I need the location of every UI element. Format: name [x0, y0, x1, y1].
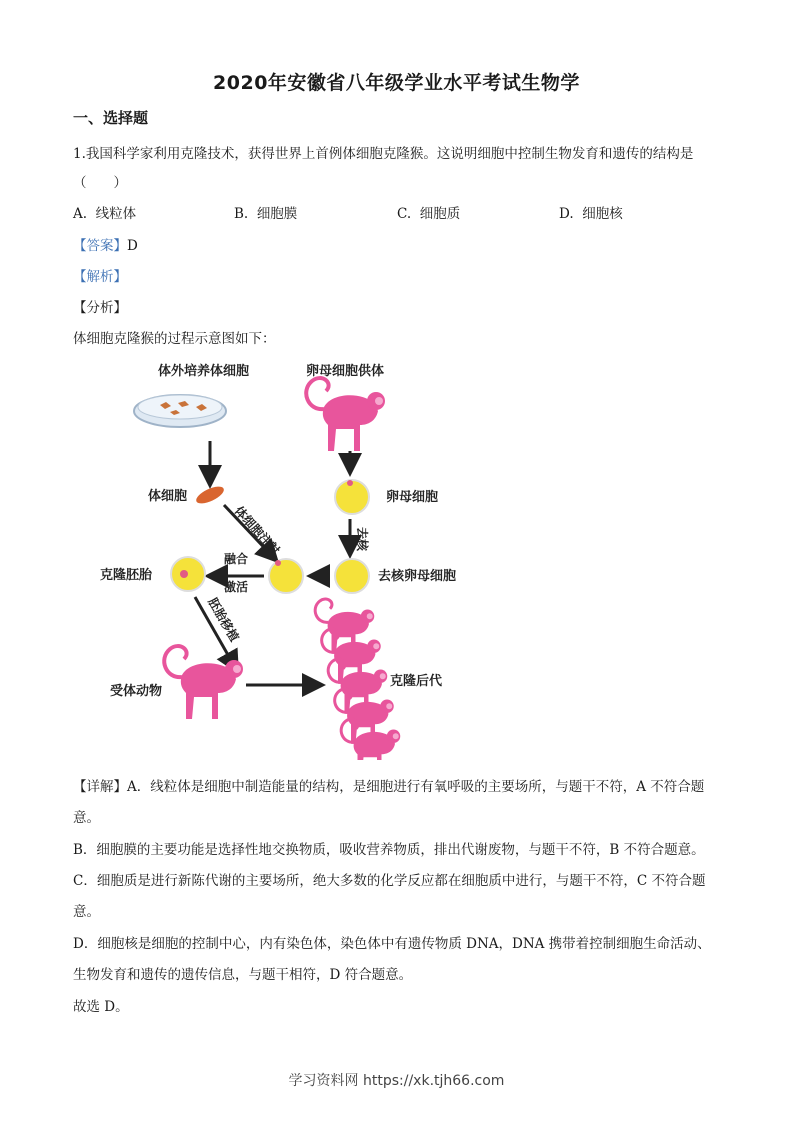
label-donor: 卵母细胞供体	[306, 364, 385, 379]
option-c: C. 细胞质	[397, 206, 461, 222]
detail-d-2: 生物发育和遗传的遗传信息，与题干相符，D 符合题意。	[73, 967, 413, 983]
label-culture: 体外培养体细胞	[158, 364, 250, 379]
answer-line: 【答案】D	[73, 238, 138, 254]
detail-d-1: D．细胞核是细胞的控制中心，内有染色体，染色体中有遗传物质 DNA，DNA 携带着控制细胞生命活动、	[73, 936, 711, 952]
page-title: 2020年安徽省八年级学业水平考试生物学	[213, 72, 580, 94]
diagram-intro: 体细胞克隆猴的过程示意图如下：	[73, 331, 276, 347]
question-blank: （ ）	[73, 175, 127, 191]
label-oocyte: 卵母细胞	[386, 490, 439, 505]
detail-a-1: 【详解】A．线粒体是细胞中制造能量的结构，是细胞进行有氧呼吸的主要场所，与题干不符，A 不符合题	[73, 779, 705, 795]
offspring-monkeys-icon	[315, 599, 400, 760]
label-offspring: 克隆后代	[390, 674, 443, 689]
label-fuse: 融合	[224, 552, 249, 566]
enucleated-oocyte-icon	[335, 559, 369, 593]
option-b: B. 细胞膜	[234, 206, 298, 222]
question-stem: 1.我国科学家利用克隆技术，获得世界上首例体细胞克隆猴。这说明细胞中控制生物发育和遗传的结构是	[73, 146, 694, 162]
label-enucleate: 去核	[355, 527, 369, 552]
section-heading: 一、选择题	[73, 109, 149, 127]
petri-dish-icon	[134, 395, 226, 427]
conclusion: 故选 D。	[73, 999, 129, 1015]
cloning-diagram	[100, 355, 480, 760]
label-transfer: 胚胎移植	[205, 595, 242, 645]
somatic-cell-icon	[194, 483, 226, 507]
label-embryo: 克隆胚胎	[100, 568, 153, 583]
footer-watermark: 学习资料网 https://xk.tjh66.com	[288, 1073, 505, 1089]
label-inject: 体细胞注射	[231, 503, 283, 558]
label-activate: 激活	[224, 580, 249, 594]
detail-a-2: 意。	[73, 810, 100, 826]
recipient-monkey-icon	[164, 646, 243, 719]
label-enucleated: 去核卵母细胞	[378, 569, 457, 584]
label-somatic: 体细胞	[148, 489, 188, 504]
detail-c-1: C．细胞质是进行新陈代谢的主要场所，绝大多数的化学反应都在细胞质中进行，与题干不符，C 不符合题	[73, 873, 706, 889]
option-d: D. 细胞核	[559, 206, 623, 222]
fused-cell-icon	[269, 559, 303, 593]
donor-monkey-icon	[306, 378, 385, 451]
option-a: A. 线粒体	[73, 206, 137, 222]
analysis-sub: 【分析】	[73, 300, 127, 316]
detail-b: B．细胞膜的主要功能是选择性地交换物质，吸收营养物质，排出代谢废物，与题干不符，B 不符合题意。	[73, 842, 705, 858]
label-recipient: 受体动物	[110, 684, 163, 699]
analysis-label: 【解析】	[73, 269, 127, 285]
detail-c-2: 意。	[73, 904, 100, 920]
